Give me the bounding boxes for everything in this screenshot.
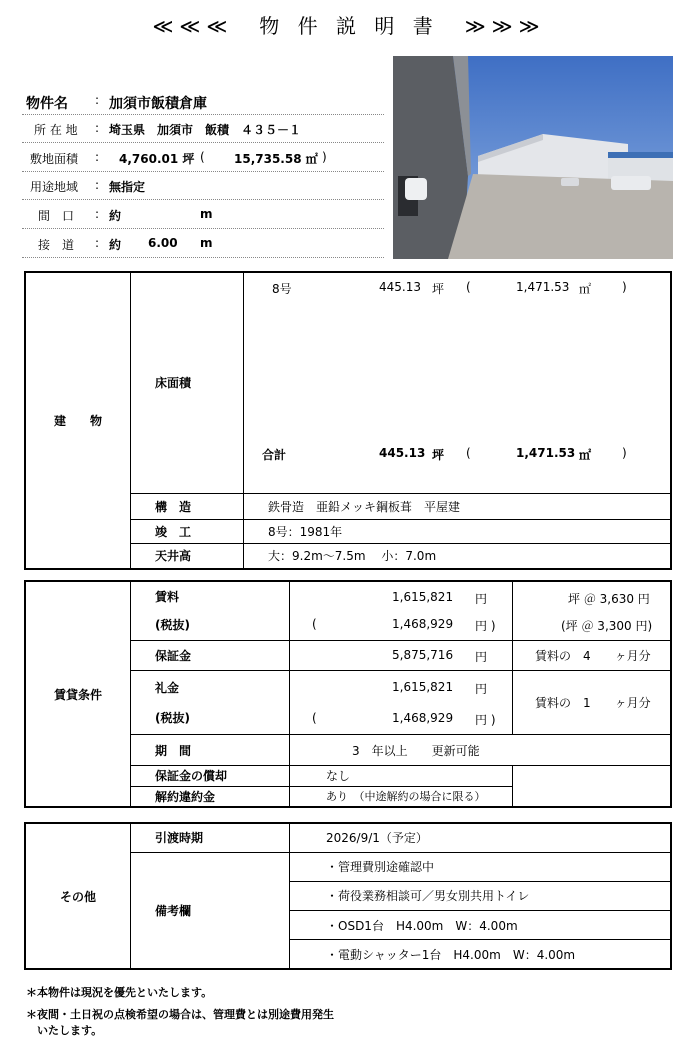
key-money-note: 賃料の 1 ヶ月分 bbox=[513, 670, 672, 734]
building-section-label: 建 物 bbox=[25, 272, 131, 569]
site-area-tsubo: 4,760.01 坪 bbox=[119, 152, 195, 166]
yen-unit-close: 円 ) bbox=[475, 619, 496, 633]
paren-open: ( bbox=[312, 710, 317, 725]
footnote: ＊本物件は現況を優先といたします。 bbox=[26, 986, 213, 999]
warehouse-photo bbox=[393, 56, 673, 259]
road-label: 接 道 bbox=[38, 238, 75, 252]
footnote: いたします。 bbox=[26, 1024, 103, 1037]
document-title: ≪≪≪ 物 件 説 明 書 ≫≫≫ bbox=[152, 14, 546, 38]
key-money-label-cell: 礼金 (税抜) bbox=[131, 670, 290, 734]
tsubo-unit: 坪 bbox=[432, 282, 445, 296]
ceiling-label-cell: 天井高 bbox=[131, 543, 244, 569]
road-approx: 約 bbox=[109, 238, 122, 252]
site-area-label: 敷地面積 bbox=[30, 152, 79, 166]
road-unit: m bbox=[200, 236, 213, 250]
sqm-unit: ㎡ bbox=[579, 282, 592, 296]
colon: : bbox=[95, 236, 100, 250]
unit-sqm: 1,471.53 bbox=[516, 280, 570, 294]
colon: : bbox=[95, 178, 100, 192]
key-money-value-cell bbox=[290, 670, 513, 734]
colon: : bbox=[95, 121, 100, 135]
paren-open: ( bbox=[312, 617, 317, 631]
completion-value: 8号：1981年 bbox=[244, 519, 672, 543]
address-label: 所 在 地 bbox=[34, 123, 78, 137]
deposit-label-cell: 保証金 bbox=[131, 640, 290, 670]
structure-label-cell: 構 造 bbox=[131, 493, 244, 519]
total-label: 合計 bbox=[262, 448, 287, 462]
yen-unit: 円 bbox=[475, 649, 488, 664]
other-table bbox=[24, 822, 672, 970]
remark-item: ・電動シャッター1台 H4.00m W：4.00m bbox=[290, 940, 672, 969]
paren-close: ) bbox=[622, 446, 627, 460]
penalty-label-cell: 解約違約金 bbox=[131, 786, 290, 807]
colon: : bbox=[95, 207, 100, 221]
colon: : bbox=[95, 93, 100, 107]
lease-table bbox=[24, 580, 672, 808]
paren-close: ) bbox=[622, 280, 627, 294]
building-table bbox=[24, 271, 672, 570]
property-name-value: 加須市飯積倉庫 bbox=[109, 96, 207, 112]
yen-unit-close: 円 ) bbox=[475, 712, 496, 727]
term-value: 3 年以上 更新可能 bbox=[290, 735, 672, 766]
rent-ex-value: 1,468,929 bbox=[392, 617, 454, 631]
site-area-sqm: 15,735.58 ㎡ bbox=[234, 152, 318, 166]
frontage-unit: m bbox=[200, 207, 213, 221]
rent-per-tsubo: 坪 ＠ 3,630 円 bbox=[568, 592, 650, 606]
handover-label-cell: 引渡時期 bbox=[131, 823, 290, 852]
paren-close: ) bbox=[322, 150, 327, 164]
colon: : bbox=[95, 150, 100, 164]
rent-label-cell: 賃料 (税抜) bbox=[131, 581, 290, 640]
paren-open: ( bbox=[200, 150, 205, 164]
amortization-value: なし bbox=[290, 766, 513, 787]
total-tsubo: 445.13 bbox=[379, 446, 426, 460]
unit-name: 8号 bbox=[272, 282, 292, 296]
yen-unit: 円 bbox=[475, 592, 488, 606]
address-row bbox=[22, 114, 384, 143]
site-area-row bbox=[22, 143, 384, 172]
remark-item: ・管理費別途確認中 bbox=[290, 852, 672, 881]
floor-area-cell bbox=[244, 272, 672, 493]
completion-label-cell: 竣 工 bbox=[131, 519, 244, 543]
deposit-value-cell bbox=[290, 640, 513, 670]
paren-open: ( bbox=[466, 280, 471, 294]
footnote: ＊夜間・土日祝の点検希望の場合は、管理費とは別途費用発生 bbox=[26, 1008, 334, 1021]
zoning-row bbox=[22, 171, 384, 200]
total-sqm: 1,471.53 bbox=[516, 446, 576, 460]
unit-tsubo: 445.13 bbox=[379, 280, 421, 294]
remarks-label-cell: 備考欄 bbox=[131, 852, 290, 969]
structure-value: 鉄骨造 亜鉛メッキ鋼板葺 平屋建 bbox=[244, 493, 672, 519]
sqm-unit: ㎡ bbox=[579, 448, 592, 462]
remark-item: ・荷役業務相談可／男女別共用トイレ bbox=[290, 881, 672, 910]
empty-cell bbox=[513, 766, 672, 807]
road-row bbox=[22, 229, 384, 258]
handover-value: 2026/9/1（予定） bbox=[290, 823, 672, 852]
rent-ex-per-tsubo: (坪 ＠ 3,300 円) bbox=[561, 619, 653, 633]
ceiling-value: 大：9.2m～7.5m 小：7.0m bbox=[244, 543, 672, 569]
frontage-row bbox=[22, 200, 384, 229]
zoning-value: 無指定 bbox=[109, 180, 146, 194]
key-money-ex-value: 1,468,929 bbox=[392, 710, 454, 725]
deposit-note: 賃料の 4 ヶ月分 bbox=[513, 640, 672, 670]
warehouse-photo-illustration bbox=[393, 56, 673, 259]
remark-item: ・OSD1台 H4.00m W：4.00m bbox=[290, 911, 672, 940]
lease-section-label: 賃貸条件 bbox=[25, 581, 131, 807]
rent-per-tsubo-cell bbox=[513, 581, 672, 640]
rent-value: 1,615,821 bbox=[392, 590, 454, 604]
zoning-label: 用途地域 bbox=[30, 180, 79, 194]
term-label-cell: 期 間 bbox=[131, 735, 290, 766]
road-width: 6.00 bbox=[148, 236, 178, 250]
property-name-label: 物件名 bbox=[26, 96, 68, 112]
paren-open: ( bbox=[466, 446, 471, 460]
property-name-row bbox=[22, 86, 384, 115]
frontage-label: 間 口 bbox=[38, 209, 75, 223]
yen-unit: 円 bbox=[475, 681, 488, 696]
floor-area-label-cell: 床面積 bbox=[131, 272, 244, 493]
penalty-value: あり （中途解約の場合に限る） bbox=[290, 786, 513, 807]
tsubo-unit: 坪 bbox=[432, 448, 445, 462]
rent-value-cell bbox=[290, 581, 513, 640]
amortization-label-cell: 保証金の償却 bbox=[131, 766, 290, 787]
frontage-approx: 約 bbox=[109, 209, 122, 223]
address-value: 埼玉県 加須市 飯積 ４３５－１ bbox=[109, 123, 302, 137]
other-section-label: その他 bbox=[25, 823, 131, 969]
deposit-value: 5,875,716 bbox=[392, 647, 454, 662]
key-money-value: 1,615,821 bbox=[392, 679, 454, 694]
